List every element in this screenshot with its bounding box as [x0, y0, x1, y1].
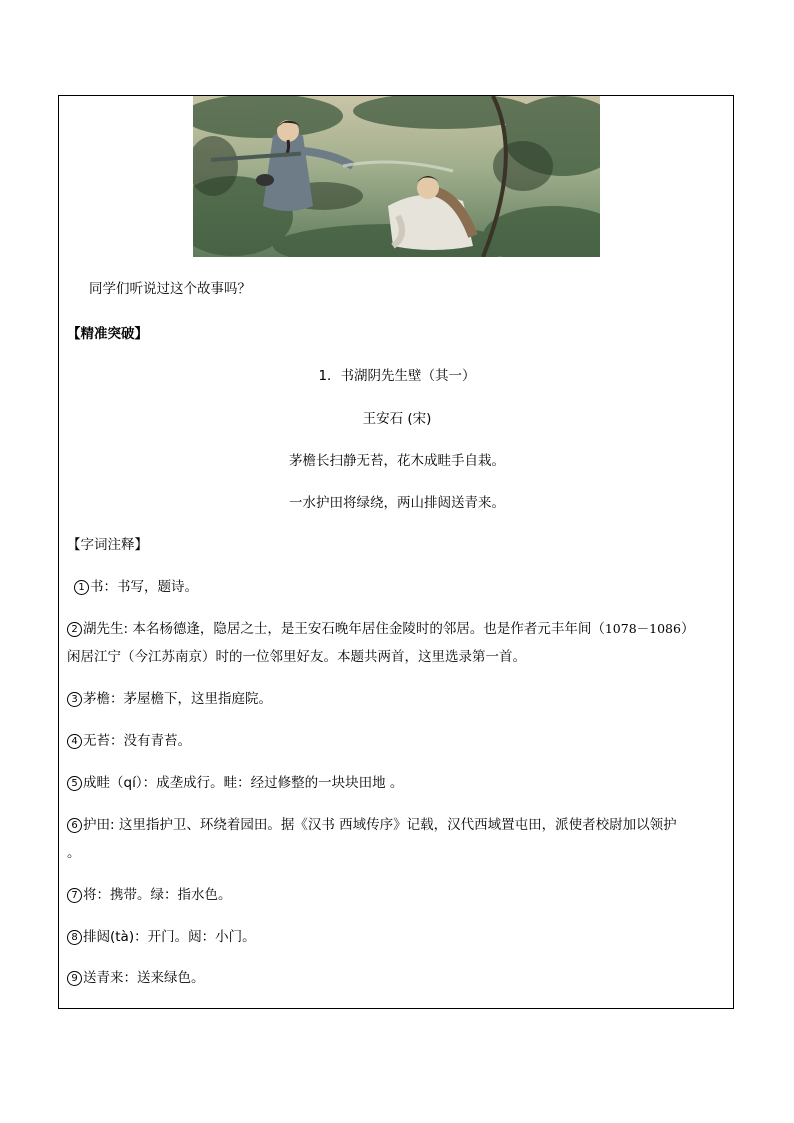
- note-item: [67, 968, 205, 988]
- note-item: [67, 815, 677, 835]
- note-item: [67, 731, 191, 751]
- note-text: 湖先生: 本名杨德逢，隐居之士，是王安石晚年居住金陵时的邻居。也是作者元丰年间（: [83, 621, 605, 637]
- note-text: 将：携带。绿：指水色。: [83, 887, 232, 903]
- note-marker: 5: [67, 776, 82, 791]
- note-marker: 4: [67, 734, 82, 749]
- poem-author: 王安石 (宋): [362, 411, 432, 427]
- note-text: ）: [680, 621, 695, 637]
- note-continuation: 闲居江宁（今江苏南京）时的一位邻里好友。本题共两首，这里选录第一首。: [67, 649, 526, 665]
- poem-line: 一水护田将绿绕，两山排闼送青来。: [289, 495, 505, 511]
- note-text: 茅檐：茅屋檐下，这里指庭院。: [83, 691, 272, 707]
- note-item: [67, 619, 694, 639]
- note-years: 1078－1086: [604, 621, 681, 636]
- note-text: 排闼(tà)：开门。闼：小门。: [83, 929, 256, 945]
- intro-question: 同学们听说过这个故事吗？: [89, 281, 251, 297]
- note-marker: 1: [74, 580, 89, 595]
- section-heading: 【精准突破】: [67, 326, 148, 342]
- story-illustration: [193, 96, 600, 257]
- note-marker: 2: [67, 622, 82, 637]
- note-marker: 8: [67, 930, 82, 945]
- note-item: [67, 773, 403, 793]
- content-frame: [58, 95, 734, 1009]
- note-marker: 7: [67, 888, 82, 903]
- note-continuation: 。: [67, 845, 81, 861]
- note-text: 成畦（qí）：成垄成行。畦：经过修整的一块块田地 。: [83, 775, 404, 791]
- poem-line: 茅檐长扫静无苔，花木成畦手自栽。: [289, 453, 505, 469]
- note-item: [67, 689, 272, 709]
- notes-heading: 【字词注释】: [67, 537, 148, 553]
- note-marker: 3: [67, 692, 82, 707]
- note-item: [67, 885, 232, 905]
- note-text: 无苔：没有青苔。: [83, 733, 191, 749]
- note-marker: 6: [67, 818, 82, 833]
- note-marker: 9: [67, 971, 82, 986]
- note-text: 护田: 这里指护卫、环绕着园田。据《汉书 西域传序》记载，汉代西域置屯田，派使者校尉加以领护: [83, 817, 677, 833]
- note-item: [67, 927, 256, 947]
- note-item: [74, 577, 198, 597]
- note-text: 送青来：送来绿色。: [83, 970, 205, 986]
- note-text: 书：书写，题诗。: [90, 579, 198, 595]
- poem-title: 1．书湖阴先生壁（其一）: [318, 368, 476, 384]
